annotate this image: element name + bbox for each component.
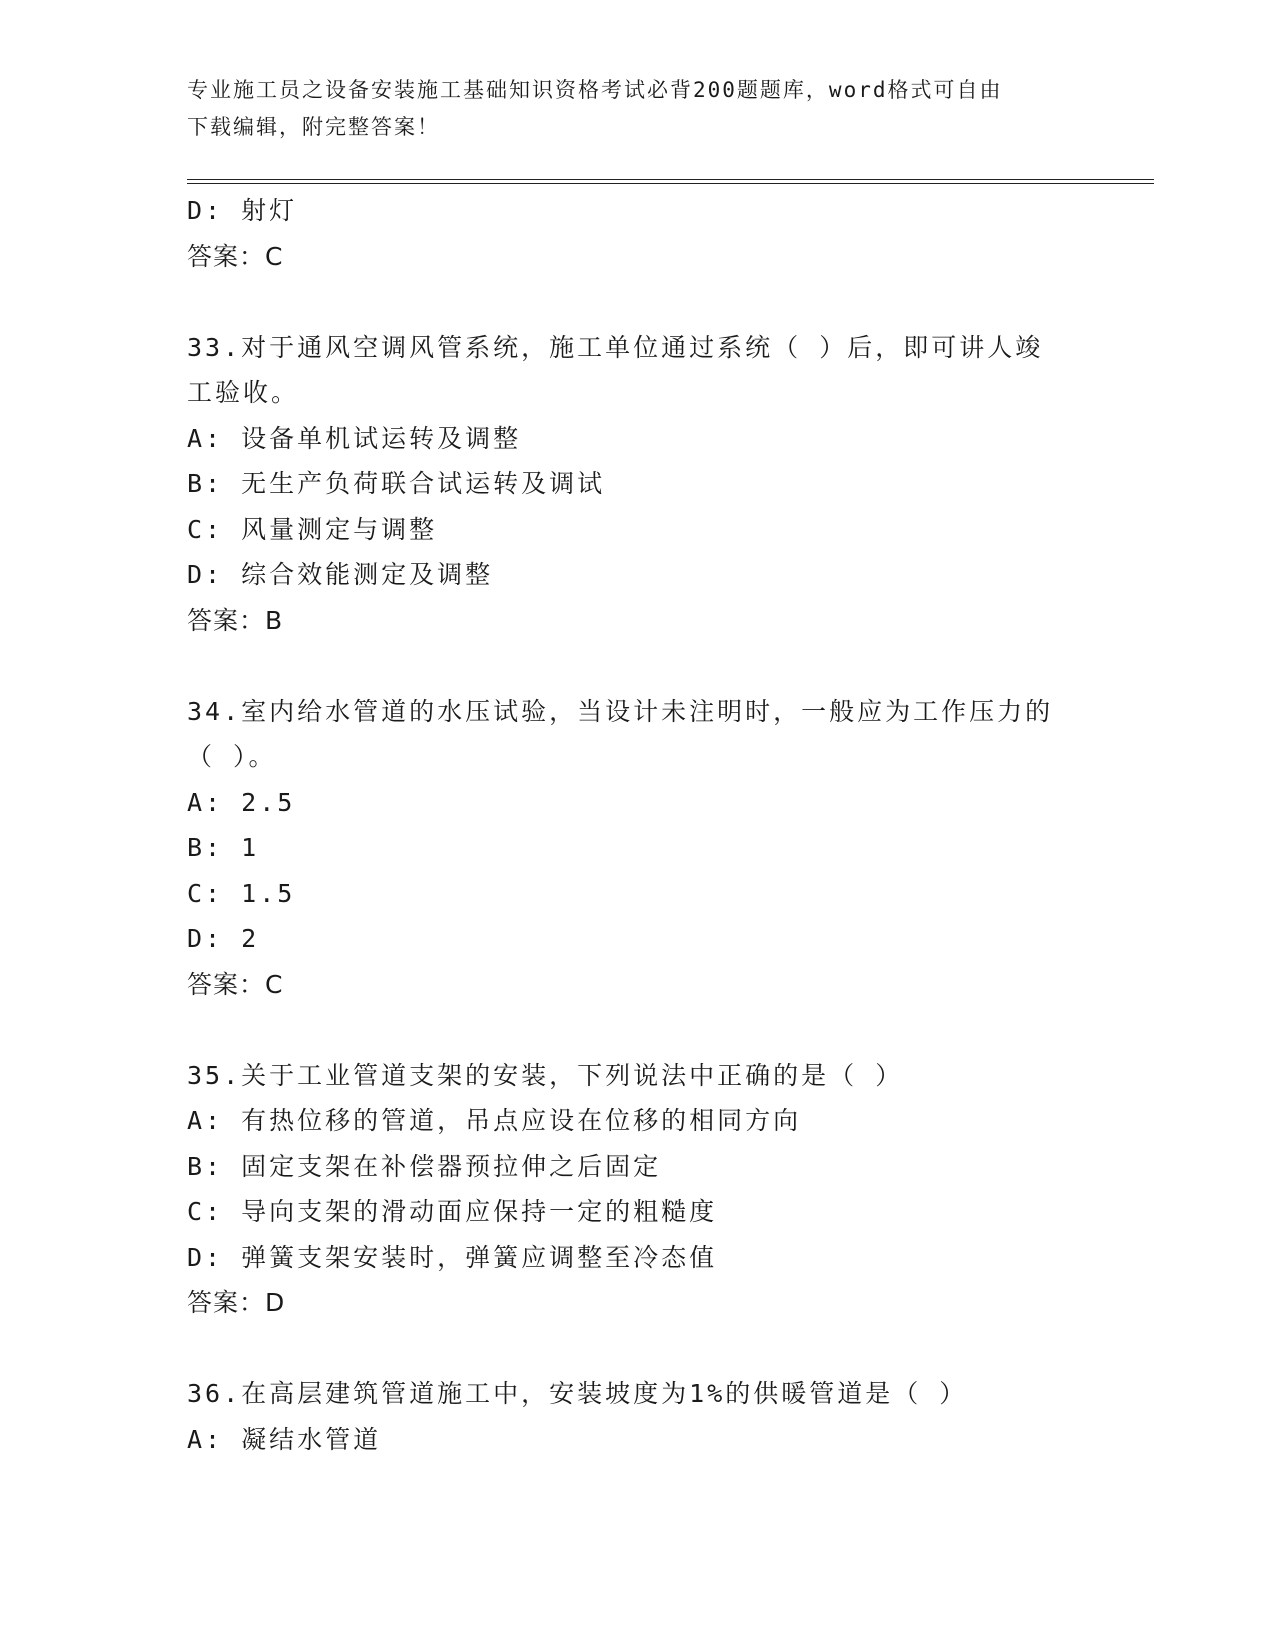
- question-stem: 35.关于工业管道支架的安装，下列说法中正确的是（ ）: [187, 1060, 904, 1090]
- question-33: [187, 325, 1087, 644]
- header-divider-top: [187, 179, 1154, 180]
- question-35: [187, 1053, 1087, 1326]
- option-c: C: 风量测定与调整: [187, 514, 438, 544]
- question-stem: 34.室内给水管道的水压试验，当设计未注明时，一般应为工作压力的: [187, 696, 1054, 726]
- option-a: A: 凝结水管道: [187, 1424, 382, 1454]
- question-stem-continued: （ ）。: [187, 742, 277, 771]
- option-b: B: 固定支架在补偿器预拉伸之后固定: [187, 1151, 662, 1181]
- spacer: [187, 1326, 1087, 1372]
- option-d: D: 弹簧支架安装时，弹簧应调整至冷态值: [187, 1242, 718, 1272]
- document-header: [187, 72, 1067, 146]
- answer-line: 答案：C: [187, 969, 284, 999]
- option-c: C: 1.5: [187, 878, 296, 908]
- header-title-line-1: 专业施工员之设备安装施工基础知识资格考试必背200题题库，word格式可自由: [187, 78, 1003, 102]
- header-title-line-2: 下载编辑，附完整答案！: [187, 115, 440, 139]
- option-d: D: 2: [187, 924, 260, 953]
- question-34: [187, 689, 1087, 1008]
- question-32: [187, 188, 1087, 279]
- option-a: A: 设备单机试运转及调整: [187, 423, 522, 453]
- spacer: [187, 1007, 1087, 1053]
- answer-line: 答案：D: [187, 1288, 286, 1317]
- question-36: [187, 1371, 1087, 1462]
- option-b: B: 无生产负荷联合试运转及调试: [187, 469, 606, 498]
- answer-line: 答案：C: [187, 241, 284, 271]
- question-stem: 36.在高层建筑管道施工中，安装坡度为1%的供暖管道是（ ）: [187, 1379, 968, 1408]
- question-stem-continued: 工验收。: [187, 378, 300, 407]
- answer-line: 答案：B: [187, 605, 284, 635]
- question-list: [187, 188, 1087, 1462]
- option-c: C: 导向支架的滑动面应保持一定的粗糙度: [187, 1197, 718, 1226]
- header-divider-bottom: [187, 183, 1154, 184]
- option-d: D: 综合效能测定及调整: [187, 560, 494, 589]
- option-a: A: 2.5: [187, 787, 296, 817]
- option-a: A: 有热位移的管道，吊点应设在位移的相同方向: [187, 1106, 802, 1135]
- spacer: [187, 643, 1087, 689]
- option-d: D: 射灯: [187, 196, 298, 225]
- spacer: [187, 279, 1087, 325]
- option-b: B: 1: [187, 833, 260, 862]
- question-stem: 33.对于通风空调风管系统，施工单位通过系统（ ）后，即可讲人竣: [187, 332, 1044, 362]
